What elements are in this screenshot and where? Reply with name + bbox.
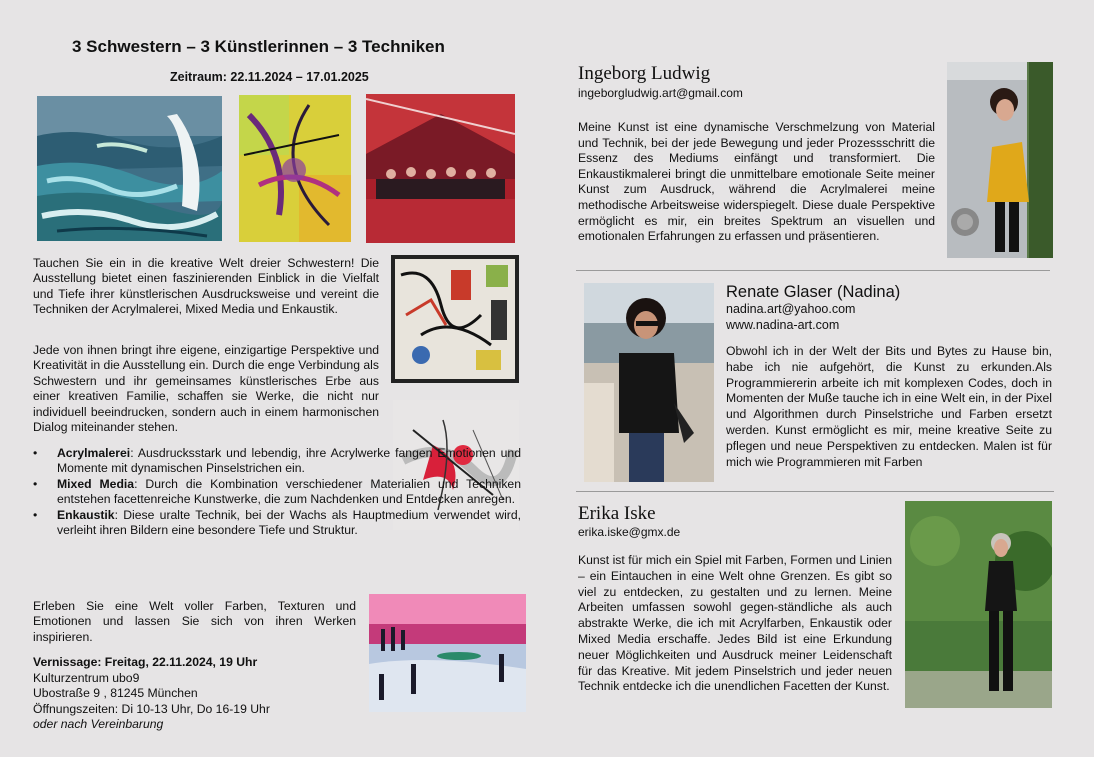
list-item: • Acrylmalerei: Ausdrucksstark und lebendig, ihre Acrylwerke fangen Emotionen und Momente mit dynamischen Pinselstrichen ein.: [33, 446, 521, 477]
list-item: • Mixed Media: Durch die Kombination verschiedener Materialien und Techniken entstehen facettenreiche Kunstwerke, die zum Nachdenken und Entdecken anregen.: [33, 477, 521, 508]
artist-name-ingeborg: Ingeborg Ludwig: [578, 63, 711, 84]
divider: [576, 270, 1050, 271]
closing-paragraph: Erleben Sie eine Welt voller Farben, Texturen und Emotionen und lassen Sie sich von ihren Werken inspirieren.: [33, 599, 356, 644]
painting-figures-image: [369, 594, 526, 712]
list-item: • Enkaustik: Diese uralte Technik, bei der Wachs als Hauptmedium verwendet wird, verleiht ihren Bildern eine besondere Tiefe und Struktur.: [33, 508, 521, 539]
artist-photo-ingeborg: [947, 62, 1053, 258]
artist-bio-erika: Kunst ist für mich ein Spiel mit Farben, Formen und Linien – ein Eintauchen in eine Welt ohne Grenzen. Es gibt so viel zu entdecken, zu gestalten und zu lernen. Meine Arbeiten umfassen sowohl gegen-ständliche als auch abstrakte Werke, die ich mit Acrylfarben, Enkaustik oder Mixed Media erschaffe. Jedes Bild ist eine Erkundung neuer Möglichkeiten und Ausdruck meiner Leidenschaft für das Kreative. Mit jedem Pinselstrich und jeder neuen Technik entdecke ich die unendlichen Facetten der Kunst.: [578, 553, 892, 694]
artist-photo-renate: [584, 283, 714, 482]
artist-name-renate: Renate Glaser (Nadina): [726, 283, 901, 301]
opening-hours: Öffnungszeiten: Di 10-13 Uhr, Do 16-19 Uhr: [33, 701, 270, 716]
vernissage-date: Vernissage: Freitag, 22.11.2024, 19 Uhr: [33, 655, 258, 669]
painting-red-supper-image: [366, 94, 515, 243]
exhibition-period: Zeitraum: 22.11.2024 – 17.01.2025: [170, 70, 369, 84]
painting-collage-image: [391, 255, 519, 383]
painting-abstract-yellow-image: [239, 95, 351, 242]
artist-bio-ingeborg: Meine Kunst ist eine dynamische Verschmelzung von Material und Technik, bei der jede Bewegung und jeder Prozessschritt die Essenz des Mediums einfängt und transformiert. Die Enkaustikmalerei bringt die unmittelbare emotionale Seite meiner Kunst zum Ausdruck, während die Acrylmalerei meine methodische Arbeitsweise widerspiegelt. Diese duale Perspektive ermöglicht es mir, ein breites Spektrum an visuellen und emotionalen Erfahrungen zu erfassen und präsentieren.: [578, 120, 935, 244]
artist-photo-erika: [905, 501, 1052, 708]
painting-sea-image: [37, 96, 222, 241]
techniques-list: [33, 446, 521, 538]
divider: [576, 491, 1054, 492]
artist-email-renate[interactable]: nadina.art@yahoo.com: [726, 302, 856, 316]
intro-paragraph-2: Jede von ihnen bringt ihre eigene, einzigartige Perspektive und Kreativität in die Ausstellung ein. Durch die enge Verbindung als Schwestern und ihr gemeinsames künstlerisches Erbe aus einer kreativen Familie, schaffen sie Werke, die nicht nur individuell beeindrucken, sondern auch in einem harmonischen Dialog miteinander stehen.: [33, 343, 379, 435]
artist-email-ingeborg[interactable]: ingeborgludwig.art@gmail.com: [578, 86, 743, 100]
page-title: 3 Schwestern – 3 Künstlerinnen – 3 Techniken: [72, 37, 445, 56]
artist-bio-renate: Obwohl ich in der Welt der Bits und Bytes zu Hause bin, habe ich nie aufgehört, die Kunst zu erkunden.Als Programmiererin arbeite ich mit komplexen Codes, doch in Momenten der Muße tauche ich in eine Welt ein, in der Pixel und Algorithmen durch Pinselstriche und Farben ersetzt werden. Kunst ermöglicht es mir, meine kreative Seite zu pflegen und neue Perspektiven zu entdecken. Malen ist für mich wie Programmieren mit Farben: [726, 344, 1052, 469]
artist-name-erika: Erika Iske: [578, 503, 656, 524]
artist-website-renate[interactable]: www.nadina-art.com: [726, 317, 840, 332]
event-info: [33, 655, 363, 733]
artist-contact-renate: [726, 302, 855, 333]
artist-email-erika[interactable]: erika.iske@gmx.de: [578, 525, 681, 539]
venue-address: Ubostraße 9 , 81245 München: [33, 686, 198, 700]
intro-paragraph-1: Tauchen Sie ein in die kreative Welt dreier Schwestern! Die Ausstellung bietet einen faszinierenden Einblick in die Vielfalt und Tiefe ihrer künstlerischen Ausdrucksweise und vereint die Techniken der Acrylmalerei, Mixed Media und Enkaustik.: [33, 256, 379, 317]
venue-name: Kulturzentrum ubo9: [33, 670, 140, 685]
appointment-note: oder nach Vereinbarung: [33, 717, 164, 731]
